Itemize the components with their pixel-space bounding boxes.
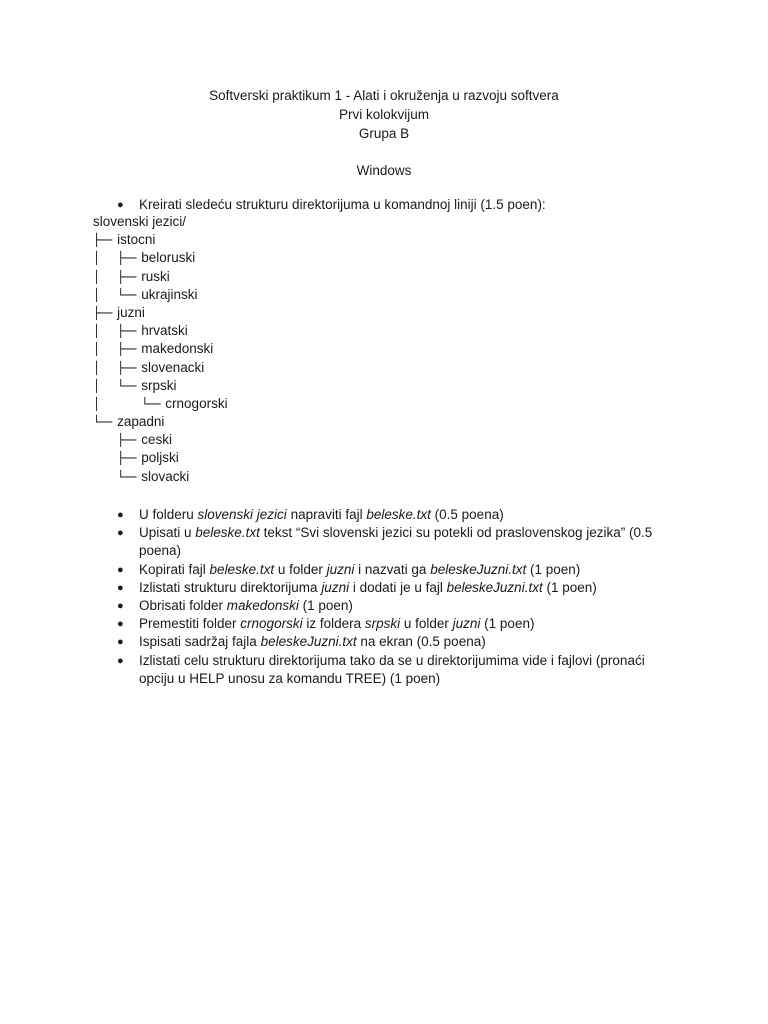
task-item xyxy=(117,524,677,560)
task-text: i dodati je u fajl xyxy=(349,579,447,595)
document-header xyxy=(0,86,768,180)
task-item xyxy=(117,506,677,524)
task-text: (1 poen) xyxy=(298,598,353,614)
task-emphasis: makedonski xyxy=(226,598,299,614)
task-text: U folderu xyxy=(139,507,198,522)
task-item xyxy=(117,597,677,615)
task-item xyxy=(117,652,677,688)
bullet-icon: ● xyxy=(117,618,124,631)
intro-task-text: Kreirati sledeću strukturu direktorijuma u komandnoj liniji (1.5 poen): xyxy=(139,197,546,212)
tree-branch-connector: │ └── xyxy=(93,287,142,302)
tree-node xyxy=(93,304,228,322)
bullet-icon: ● xyxy=(117,654,124,667)
bullet-icon: ● xyxy=(117,636,124,649)
task-text: (0.5 poena) xyxy=(430,507,504,522)
task-text: na ekran (0.5 poena) xyxy=(356,634,486,650)
tree-node-name: crnogorski xyxy=(165,395,228,411)
tree-node xyxy=(93,449,228,467)
task-emphasis: beleskeJuzni.txt xyxy=(430,561,527,577)
task-list xyxy=(117,506,677,688)
tree-node xyxy=(93,468,228,486)
tree-branch-connector: ├── xyxy=(93,433,142,448)
tree-node xyxy=(93,231,228,249)
task-text: u folder xyxy=(400,616,453,632)
bullet-icon: ● xyxy=(117,509,124,521)
task-emphasis: juzni xyxy=(326,561,355,577)
directory-tree xyxy=(93,213,228,486)
tree-branch-connector: │ └── xyxy=(93,396,166,411)
task-text: tekst “Svi slovenski jezici su potekli od praslovenskog jezika” (0.5 poena) xyxy=(139,525,653,559)
tree-node-name: juzni xyxy=(117,304,145,320)
tree-node xyxy=(93,359,228,377)
task-emphasis: slovenski jezici xyxy=(197,507,287,522)
bullet-icon: ● xyxy=(117,199,124,211)
task-text: i nazvati ga xyxy=(354,561,431,577)
task-text: u folder xyxy=(274,561,327,577)
group-label: Grupa B xyxy=(358,126,410,141)
tree-node xyxy=(93,395,228,413)
tree-node xyxy=(93,377,228,395)
document-title: Softverski praktikum 1 - Alati i okruženja u razvoju softvera xyxy=(209,88,559,103)
tree-node-name: slovenski jezici/ xyxy=(93,214,187,229)
task-text: Obrisati folder xyxy=(139,598,227,614)
task-text: (1 poen) xyxy=(542,579,597,595)
task-emphasis: beleskeJuzni.txt xyxy=(260,634,357,650)
tree-node-name: ruski xyxy=(141,268,170,284)
tree-node xyxy=(93,286,228,304)
tree-node-name: poljski xyxy=(141,450,179,466)
tree-node-name: ceski xyxy=(141,432,172,448)
tree-branch-connector: │ ├── xyxy=(93,324,142,339)
task-text: Ispisati sadržaj fajla xyxy=(139,634,261,650)
tree-node-name: istocni xyxy=(117,232,156,248)
tree-node-name: slovenacki xyxy=(141,359,205,375)
task-emphasis: juzni xyxy=(452,616,481,632)
tree-branch-connector: ├── xyxy=(93,233,118,248)
task-text: (1 poen) xyxy=(526,561,581,577)
bullet-icon: ● xyxy=(117,527,124,540)
task-item xyxy=(117,633,677,651)
tree-node xyxy=(93,249,228,267)
tree-node xyxy=(93,322,228,340)
task-item xyxy=(117,579,677,597)
task-emphasis: srpski xyxy=(364,616,401,632)
tree-branch-connector: ├── xyxy=(93,451,142,466)
task-text: (1 poen) xyxy=(480,616,535,632)
tree-node xyxy=(93,413,228,431)
tree-branch-connector: └── xyxy=(93,415,118,430)
tree-node-name: zapadni xyxy=(117,414,165,430)
task-text: iz foldera xyxy=(302,616,365,632)
tree-node-name: makedonski xyxy=(141,341,214,357)
task-text: Premestiti folder xyxy=(139,616,241,632)
task-emphasis: crnogorski xyxy=(240,616,303,632)
tree-branch-connector: │ ├── xyxy=(93,269,142,284)
task-emphasis: beleske.txt xyxy=(366,507,431,522)
tree-branch-connector: │ ├── xyxy=(93,342,142,357)
tree-branch-connector: │ └── xyxy=(93,378,142,393)
tree-node-name: beloruski xyxy=(141,250,196,266)
task-text: Upisati u xyxy=(139,525,196,541)
tree-node-name: slovacki xyxy=(141,468,190,484)
header-spacer xyxy=(0,143,768,161)
os-label: Windows xyxy=(356,163,412,178)
task-text: napraviti fajl xyxy=(286,507,367,522)
task-text: Izlistati strukturu direktorijuma xyxy=(139,579,322,595)
tree-node xyxy=(93,213,228,231)
tree-node xyxy=(93,431,228,449)
task-text: Izlistati celu strukturu direktorijuma tako da se u direktorijumima vide i fajlovi (pronaći opciju u HELP unosu za komandu TREE) (1 poen) xyxy=(139,652,645,686)
task-emphasis: beleske.txt xyxy=(195,525,260,541)
task-item xyxy=(117,615,677,633)
tree-branch-connector: ├── xyxy=(93,305,118,320)
tree-branch-connector: │ ├── xyxy=(93,251,142,266)
tree-node-name: hrvatski xyxy=(141,323,188,339)
bullet-icon: ● xyxy=(117,581,124,594)
task-emphasis: beleskeJuzni.txt xyxy=(446,579,543,595)
bullet-icon: ● xyxy=(117,563,124,576)
bullet-icon: ● xyxy=(117,600,124,613)
tree-node xyxy=(93,268,228,286)
task-emphasis: beleske.txt xyxy=(209,561,275,577)
task-text: Kopirati fajl xyxy=(139,561,210,577)
tree-branch-connector: └── xyxy=(93,469,142,484)
tree-node xyxy=(93,340,228,358)
document-subtitle: Prvi kolokvijum xyxy=(338,107,430,122)
tree-branch-connector: │ ├── xyxy=(93,360,142,375)
task-item xyxy=(117,561,677,579)
tree-node-name: ukrajinski xyxy=(141,286,198,302)
task-emphasis: juzni xyxy=(321,579,350,595)
tree-node-name: srpski xyxy=(141,377,177,393)
intro-task xyxy=(117,196,546,215)
